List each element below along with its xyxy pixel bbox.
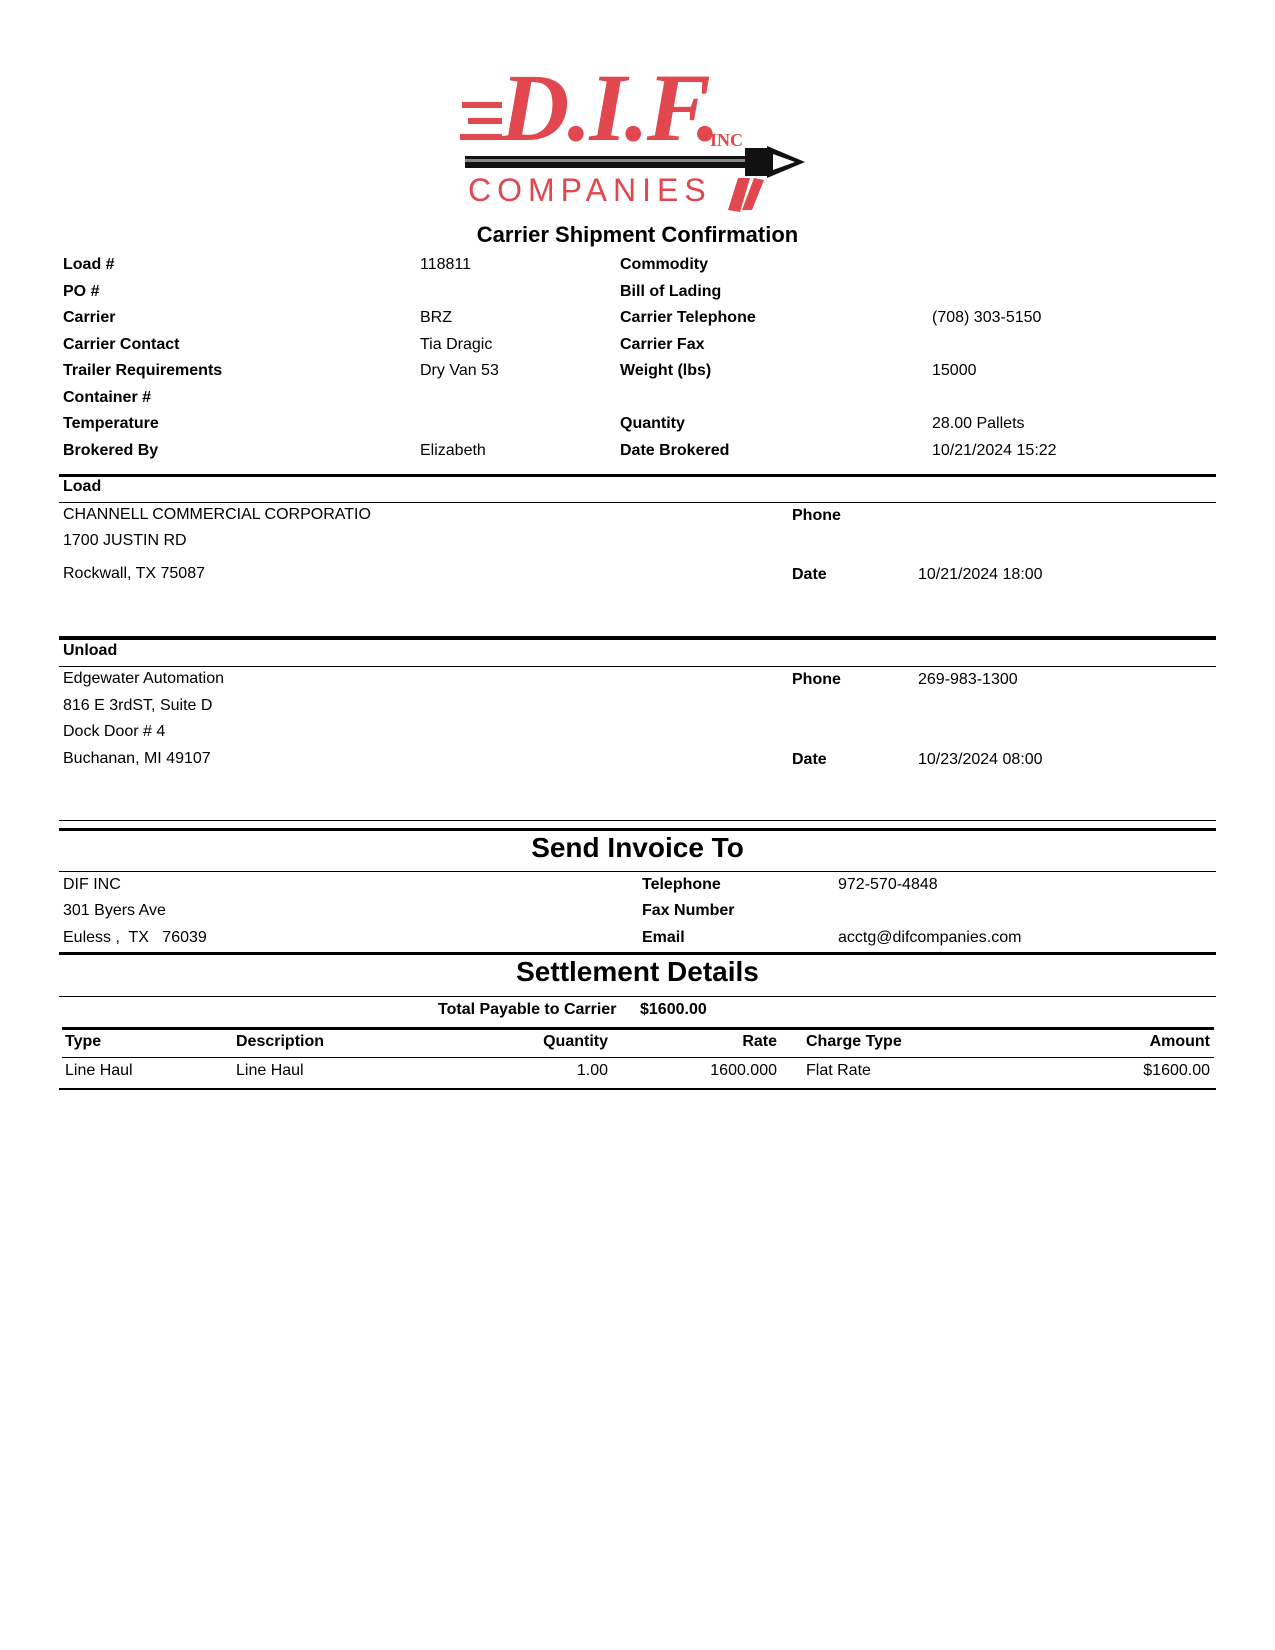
logo-inc-text: INC [710, 130, 744, 150]
info-label: Quantity [620, 415, 685, 432]
unload-dock-door: Dock Door # 4 [63, 723, 166, 740]
unload-top-rule [59, 636, 1216, 640]
load-top-rule [59, 474, 1216, 477]
info-value: Tia Dragic [420, 336, 493, 353]
table-cell: 1.00 [576, 1062, 608, 1079]
table-cell: Flat Rate [806, 1062, 871, 1079]
table-header-cell: Quantity [543, 1033, 608, 1050]
table-top-rule [62, 1027, 1214, 1030]
info-label: Brokered By [63, 442, 159, 459]
invoice-fax-label: Fax Number [642, 902, 735, 919]
unload-date-label: Date [792, 751, 827, 768]
load-address: 1700 JUSTIN RD [63, 532, 187, 549]
settlement-title: Settlement Details [516, 956, 759, 987]
load-date-label: Date [792, 566, 827, 583]
table-cell: Line Haul [65, 1062, 133, 1079]
invoice-title-rule [59, 871, 1216, 872]
unload-date: 10/23/2024 08:00 [918, 751, 1043, 768]
unload-header: Unload [63, 642, 118, 659]
invoice-email-label: Email [642, 929, 685, 946]
table-cell: Line Haul [236, 1062, 304, 1079]
invoice-telephone-label: Telephone [642, 876, 721, 893]
info-value: 28.00 Pallets [932, 415, 1025, 432]
unload-phone-label: Phone [792, 671, 841, 688]
document-title: Carrier Shipment Confirmation [476, 222, 799, 247]
table-header-cell: Rate [742, 1033, 777, 1050]
load-header-rule [59, 502, 1216, 503]
info-label: Container # [63, 389, 152, 406]
unload-header-rule [59, 666, 1216, 667]
info-label: Carrier Fax [620, 336, 705, 353]
info-label: Carrier Telephone [620, 309, 756, 326]
logo-sub-text: COMPANIES [468, 172, 712, 208]
invoice-rule-1 [59, 820, 1216, 821]
info-value: 10/21/2024 15:22 [932, 442, 1057, 459]
load-header: Load [63, 478, 102, 495]
unload-consignee-name: Edgewater Automation [63, 670, 224, 687]
load-shipper-name: CHANNELL COMMERCIAL CORPORATIO [63, 506, 371, 523]
company-logo [460, 54, 815, 220]
invoice-telephone: 972-570-4848 [838, 876, 938, 893]
info-label: Weight (lbs) [620, 362, 712, 379]
invoice-address: 301 Byers Ave [63, 902, 166, 919]
unload-city: Buchanan, MI 49107 [63, 750, 211, 767]
info-label: Carrier Contact [63, 336, 180, 353]
invoice-title: Send Invoice To [531, 832, 744, 863]
info-label: Load # [63, 256, 115, 273]
settlement-top-rule [59, 952, 1216, 955]
table-bottom-rule [59, 1088, 1216, 1090]
invoice-rule-2 [59, 828, 1216, 831]
table-header-cell: Description [236, 1033, 325, 1050]
table-header-cell: Type [65, 1033, 102, 1050]
info-value: Elizabeth [420, 442, 486, 459]
invoice-email: acctg@difcompanies.com [838, 929, 1022, 946]
table-header-cell: Amount [1149, 1033, 1210, 1050]
info-label: Commodity [620, 256, 708, 273]
info-value: (708) 303-5150 [932, 309, 1042, 326]
invoice-city: Euless , TX 76039 [63, 929, 207, 946]
info-label: Temperature [63, 415, 159, 432]
total-payable-label: Total Payable to Carrier [438, 1001, 617, 1018]
logo-main-text: D.I.F. [500, 54, 719, 161]
load-phone-label: Phone [792, 507, 841, 524]
table-header-cell: Charge Type [806, 1033, 902, 1050]
info-value: Dry Van 53 [420, 362, 499, 379]
unload-address: 816 E 3rdST, Suite D [63, 697, 213, 714]
info-label: Bill of Lading [620, 283, 722, 300]
settlement-title-rule [59, 996, 1216, 997]
table-cell: $1600.00 [1143, 1062, 1210, 1079]
total-payable-amount: $1600.00 [640, 1001, 707, 1018]
info-value: BRZ [420, 309, 452, 326]
invoice-company-name: DIF INC [63, 876, 121, 893]
info-label: Carrier [63, 309, 116, 326]
info-label: Date Brokered [620, 442, 730, 459]
info-value: 118811 [420, 256, 472, 273]
info-value: 15000 [932, 362, 977, 379]
table-cell: 1600.000 [710, 1062, 777, 1079]
info-label: PO # [63, 283, 100, 300]
load-city: Rockwall, TX 75087 [63, 565, 205, 582]
info-label: Trailer Requirements [63, 362, 223, 379]
table-header-rule [62, 1057, 1214, 1058]
unload-phone: 269-983-1300 [918, 671, 1018, 688]
load-date: 10/21/2024 18:00 [918, 566, 1043, 583]
